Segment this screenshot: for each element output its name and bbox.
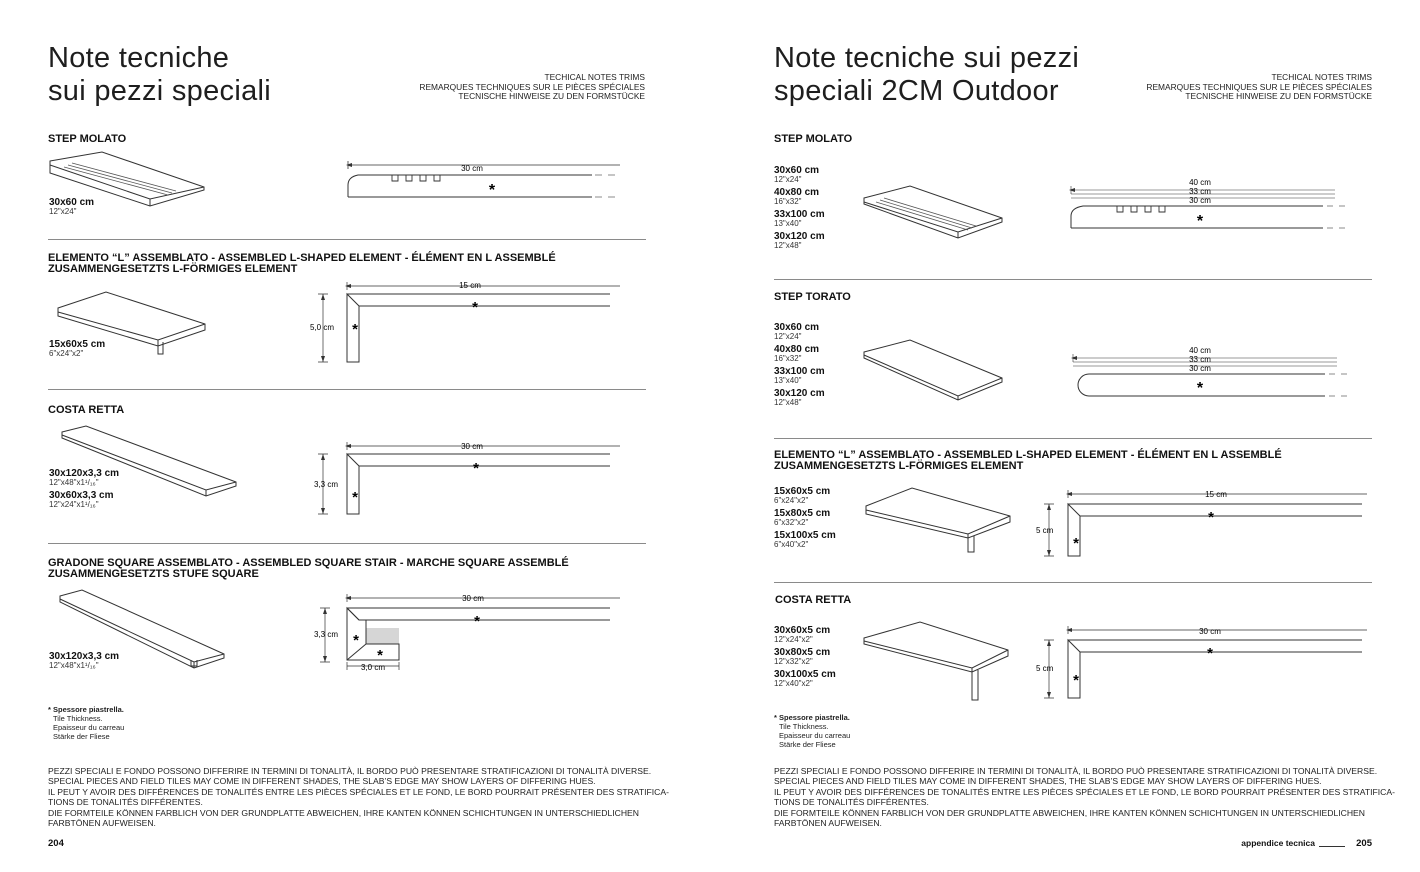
size-item: 30x120x3,3 cm 12"x48"x1¹/₁₆" <box>49 468 120 487</box>
dimension-label: 5 cm <box>1036 664 1054 673</box>
size-item: 15x60x5 cm 6"x24"x2" <box>49 339 106 358</box>
profile-drawing <box>300 278 620 368</box>
section-title: COSTA RETTA <box>775 594 852 606</box>
dimension-label: 3,3 cm <box>314 480 339 489</box>
thickness-mark: * <box>1073 535 1079 552</box>
dimension-label: 3,0 cm <box>360 663 386 672</box>
section-title: ELEMENTO “L” ASSEMBLATO - ASSEMBLED L-SHAPED ELEMENT - ÉLÉMENT EN L ASSEMBLÉ ZUSAMMENGESETZTS L-FÖRMIGES ELEMENT <box>774 449 1282 472</box>
size-item: 15x60x5 cm 6"x24"x2" <box>774 486 831 505</box>
size-list <box>49 652 119 674</box>
size-item: 40x80 cm 16"x32" <box>774 344 820 363</box>
tile-illustration <box>858 338 1008 406</box>
section-title: GRADONE SQUARE ASSEMBLATO - ASSEMBLED SQUARE STAIR - MARCHE SQUARE ASSEMBLÉ ZUSAMMENGESETZTS STUFE SQUARE <box>48 557 569 580</box>
size-item: 30x60x3,3 cm 12"x24"x1¹/₁₆" <box>49 490 114 509</box>
dimension-label: 30 cm <box>1199 627 1221 636</box>
size-item: 30x120x3,3 cm 12"x48"x1¹/₁₆" <box>49 651 120 670</box>
tile-illustration <box>860 486 1020 558</box>
size-item: 15x80x5 cm 6"x32"x2" <box>774 508 831 527</box>
thickness-mark: * <box>1208 509 1214 526</box>
size-list <box>774 626 836 692</box>
appendix-label: appendice tecnica <box>1241 838 1315 848</box>
dimension-label: 30 cm <box>461 442 483 451</box>
footnote: * Spessore piastrella. Tile Thickness. Epaisseur du carreau Stärke der Fliese <box>48 705 125 741</box>
size-item: 30x120 cm 12"x48" <box>774 388 825 407</box>
page-right <box>710 0 1420 872</box>
size-item: 30x120 cm 12"x48" <box>774 231 825 250</box>
section-title: COSTA RETTA <box>48 404 125 416</box>
size-item: 30x100x5 cm 12"x40"x2" <box>774 669 836 688</box>
profile-drawing <box>300 440 620 520</box>
thickness-mark: * <box>488 182 496 199</box>
section-divider <box>774 438 1372 439</box>
dimension-label: 30 cm <box>1189 196 1211 205</box>
dimension-label: 15 cm <box>459 281 481 290</box>
size-list <box>774 166 825 254</box>
page-title: Note tecniche sui pezzi speciali <box>48 42 271 107</box>
size-list <box>774 323 825 411</box>
size-item: 30x60x5 cm 12"x24"x2" <box>774 625 831 644</box>
section-divider <box>48 543 646 544</box>
dimension-label: 40 cm <box>1189 346 1211 355</box>
appendix-rule <box>1319 846 1345 847</box>
thickness-mark: * <box>474 613 480 630</box>
footnote: * Spessore piastrella. Tile Thickness. Epaisseur du carreau Stärke der Fliese <box>774 713 851 749</box>
dimension-label: 33 cm <box>1189 355 1211 364</box>
profile-drawing <box>1065 176 1365 232</box>
page-number: 205 <box>1356 838 1372 849</box>
thickness-mark: * <box>473 460 479 477</box>
thickness-mark: * <box>353 632 359 649</box>
section-title: STEP MOLATO <box>48 133 127 145</box>
page-number: 204 <box>48 838 64 849</box>
size-item: 40x80 cm 16"x32" <box>774 187 820 206</box>
page-title: Note tecniche sui pezzi speciali 2CM Outdoor <box>774 42 1080 107</box>
size-item: 30x60 cm 12"x24" <box>774 165 820 184</box>
size-item: 30x60 cm 12"x24" <box>49 197 95 216</box>
profile-drawing <box>300 592 620 676</box>
size-item: 30x80x5 cm 12"x32"x2" <box>774 647 831 666</box>
size-list <box>49 469 119 513</box>
dimension-label: 33 cm <box>1189 187 1211 196</box>
size-item: 15x100x5 cm 6"x40"x2" <box>774 530 836 549</box>
dimension-label: 5,0 cm <box>310 323 335 332</box>
thickness-mark: * <box>1073 672 1079 689</box>
footer-note: PEZZI SPECIALI E FONDO POSSONO DIFFERIRE IN TERMINI DI TONALITÀ, IL BORDO PUÒ PRESENTARE STRATIFICAZIONI DI TONALITÀ DIVERSE. SPECIAL PIECES AND FIELD TILES MAY COME IN DIFFERENT SHADES, THE SLAB’S EDGE MAY SHOW LAYERS OF DIFFERING HUES. IL PEUT Y AVOIR DES DIFFÉRENCES DE TONALITÉS ENTRE LES PIÈCES SPÉCIALES ET LE FOND, LE BORD POURRAIT PRÉSENTER DES STRATIFICA- TIONS DE TONALITÉS DIFFÉRENTES. DIE FORMTEILE KÖNNEN FARBLICH VON DER GRUNDPLATTE ABWEICHEN, IHRE KANTEN KÖNNEN SCHICHTUNGEN IN UNTERSCHIEDLICHEN FARBTÖNEN AUFWEISEN. <box>48 766 669 829</box>
thickness-mark: * <box>352 321 358 338</box>
size-item: 33x100 cm 13"x40" <box>774 209 825 228</box>
section-divider <box>48 389 646 390</box>
section-title: STEP MOLATO <box>774 133 853 145</box>
section-title: ELEMENTO “L” ASSEMBLATO - ASSEMBLED L-SHAPED ELEMENT - ÉLÉMENT EN L ASSEMBLÉ ZUSAMMENGESETZTS L-FÖRMIGES ELEMENT <box>48 252 556 275</box>
dimension-label: 30 cm <box>462 594 484 603</box>
size-item: 30x60 cm 12"x24" <box>774 322 820 341</box>
footer-note: PEZZI SPECIALI E FONDO POSSONO DIFFERIRE IN TERMINI DI TONALITÀ, IL BORDO PUÒ PRESENTARE STRATIFICAZIONI DI TONALITÀ DIVERSE. SPECIAL PIECES AND FIELD TILES MAY COME IN DIFFERENT SHADES, THE SLAB’S EDGE MAY SHOW LAYERS OF DIFFERING HUES. IL PEUT Y AVOIR DES DIFFÉRENCES DE TONALITÉS ENTRE LES PIÈCES SPÉCIALES ET LE FOND, LE BORD POURRAIT PRÉSENTER DES STRATIFICA- TIONS DE TONALITÉS DIFFÉRENTES. DIE FORMTEILE KÖNNEN FARBLICH VON DER GRUNDPLATTE ABWEICHEN, IHRE KANTEN KÖNNEN SCHICHTUNGEN IN UNTERSCHIEDLICHEN FARBTÖNEN AUFWEISEN. <box>774 766 1395 829</box>
profile-drawing <box>1032 486 1367 562</box>
thickness-mark: * <box>472 299 478 316</box>
section-title: STEP TORATO <box>774 291 851 303</box>
dimension-label: 15 cm <box>1205 490 1227 499</box>
thickness-mark: * <box>1207 645 1213 662</box>
thickness-mark: * <box>1196 380 1204 397</box>
dimension-label: 5 cm <box>1036 526 1054 535</box>
thickness-mark: * <box>352 489 358 506</box>
size-list <box>774 487 836 553</box>
section-divider <box>774 279 1372 280</box>
profile-drawing <box>340 155 620 205</box>
size-list <box>49 198 94 220</box>
page-subtitle: TECHICAL NOTES TRIMS REMARQUES TECHNIQUES SUR LE PIÈCES SPÉCIALES TECNISCHE HINWEISE ZU DEN FORMSTÜCKE <box>419 72 645 102</box>
page-subtitle: TECHICAL NOTES TRIMS REMARQUES TECHNIQUES SUR LE PIÈCES SPÉCIALES TECNISCHE HINWEISE ZU DEN FORMSTÜCKE <box>1146 72 1372 102</box>
dimension-label: 40 cm <box>1189 178 1211 187</box>
section-divider <box>774 582 1372 583</box>
dimension-label: 30 cm <box>461 164 483 173</box>
section-divider <box>48 239 646 240</box>
profile-drawing <box>1067 344 1367 400</box>
profile-drawing <box>1032 622 1367 702</box>
thickness-mark: * <box>1196 213 1204 230</box>
thickness-mark: * <box>377 647 383 664</box>
size-list <box>49 340 105 362</box>
tile-illustration <box>858 620 1018 706</box>
tile-illustration <box>858 184 1008 246</box>
dimension-label: 30 cm <box>1189 364 1211 373</box>
size-item: 33x100 cm 13"x40" <box>774 366 825 385</box>
dimension-label: 3,3 cm <box>314 630 339 639</box>
